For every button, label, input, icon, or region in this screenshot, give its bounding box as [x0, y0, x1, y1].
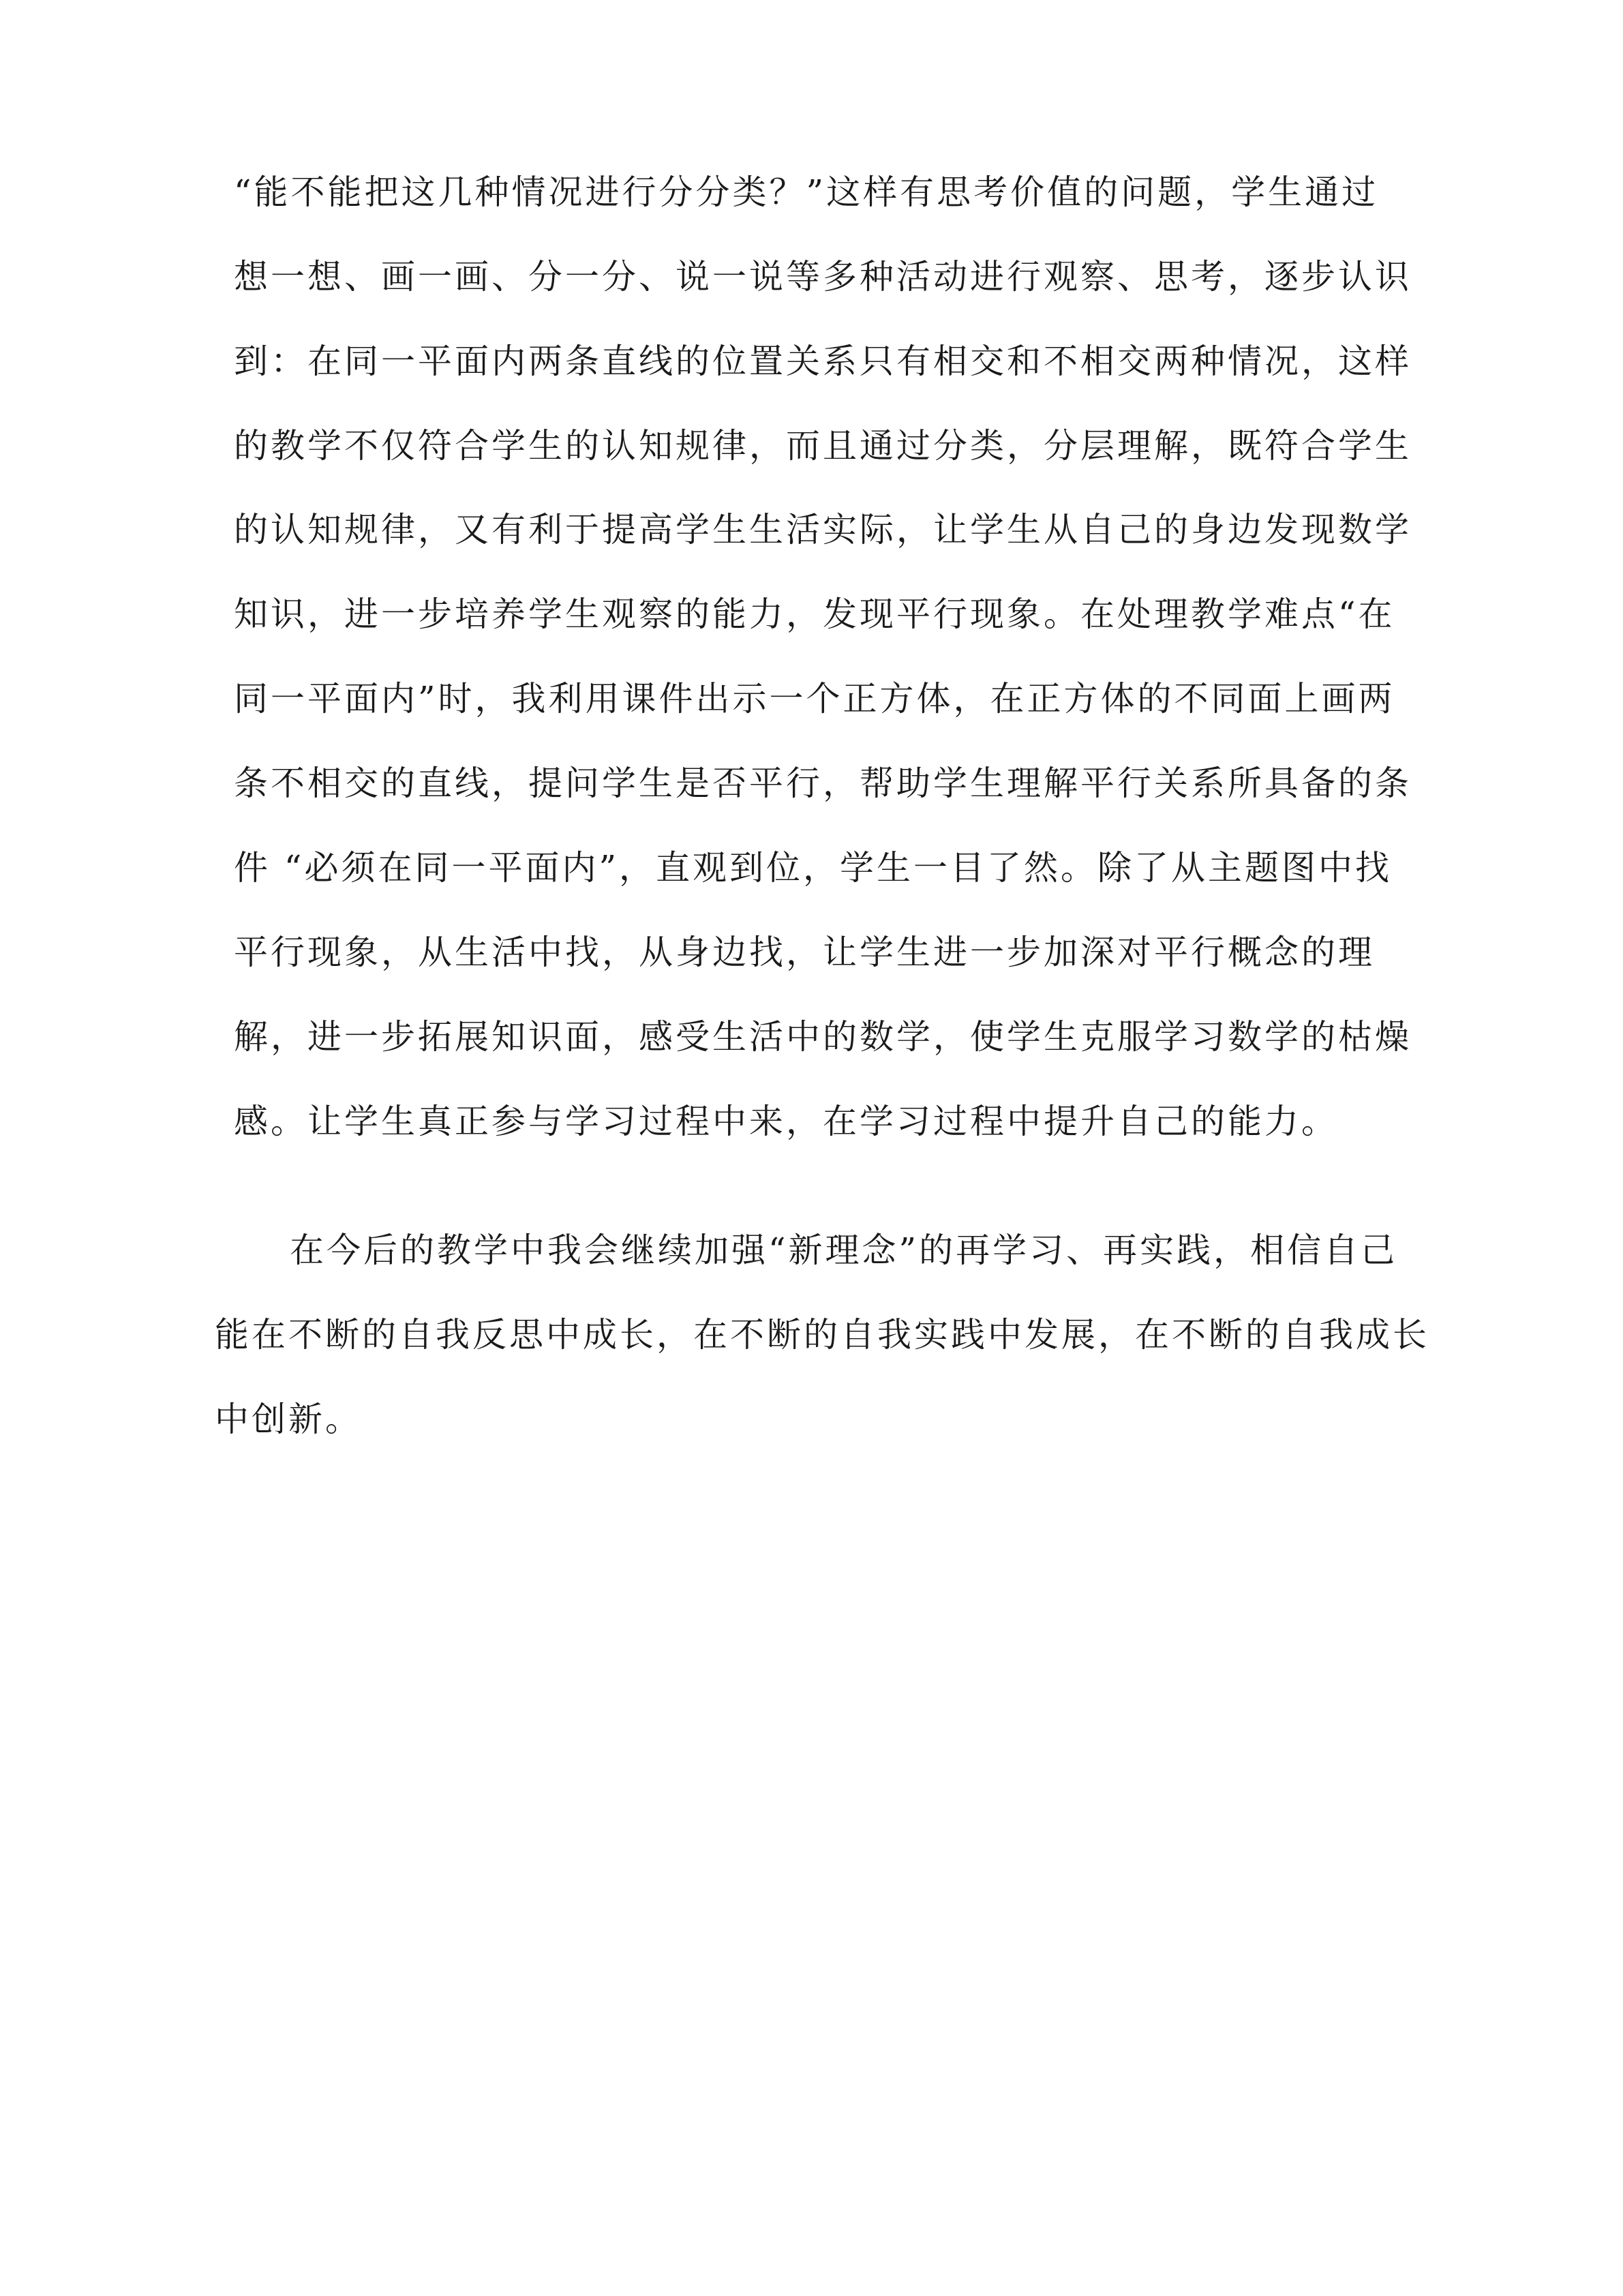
- paragraph-1-line: 想一想、画一画、分一分、说一说等多种活动进行观察、思考，逐步认识: [234, 257, 1412, 297]
- paragraph-2-line: 能在不断的自我反思中成长，在不断的自我实践中发展，在不断的自我成长: [215, 1315, 1429, 1355]
- paragraph-1-line: 平行现象，从生活中找，从身边找，让学生进一步加深对平行概念的理: [234, 933, 1375, 972]
- paragraph-1-line: 感。让学生真正参与学习过程中来，在学习过程中提升自己的能力。: [234, 1102, 1338, 1141]
- paragraph-1-line: 的认知规律，又有利于提高学生生活实际，让学生从自己的身边发现数学: [234, 510, 1412, 549]
- paragraph-1-line: 同一平面内”时，我利用课件出示一个正方体，在正方体的不同面上画两: [234, 679, 1395, 719]
- paragraph-1-line: 件 “必须在同一平面内”，直观到位，学生一目了然。除了从主题图中找: [234, 848, 1393, 888]
- paragraph-1-line: 解，进一步拓展知识面，感受生活中的数学，使学生克服学习数学的枯燥: [234, 1017, 1412, 1057]
- paragraph-1-line: 的教学不仅符合学生的认知规律，而且通过分类，分层理解，既符合学生: [234, 426, 1412, 466]
- paragraph-1-line: 到：在同一平面内两条直线的位置关系只有相交和不相交两种情况，这样: [234, 342, 1412, 381]
- paragraph-2-line: 中创新。: [215, 1400, 362, 1439]
- paragraph-1-line: 条不相交的直线，提问学生是否平行，帮助学生理解平行关系所具备的条: [234, 764, 1412, 803]
- paragraph-2-line: 在今后的教学中我会继续加强“新理念”的再学习、再实践，相信自己: [290, 1230, 1398, 1270]
- paragraph-1-line: 知识，进一步培养学生观察的能力，发现平行现象。在处理教学难点“在: [234, 594, 1395, 634]
- paragraph-1-line: “能不能把这几种情况进行分分类？”这样有思考价值的问题，学生通过: [234, 172, 1379, 212]
